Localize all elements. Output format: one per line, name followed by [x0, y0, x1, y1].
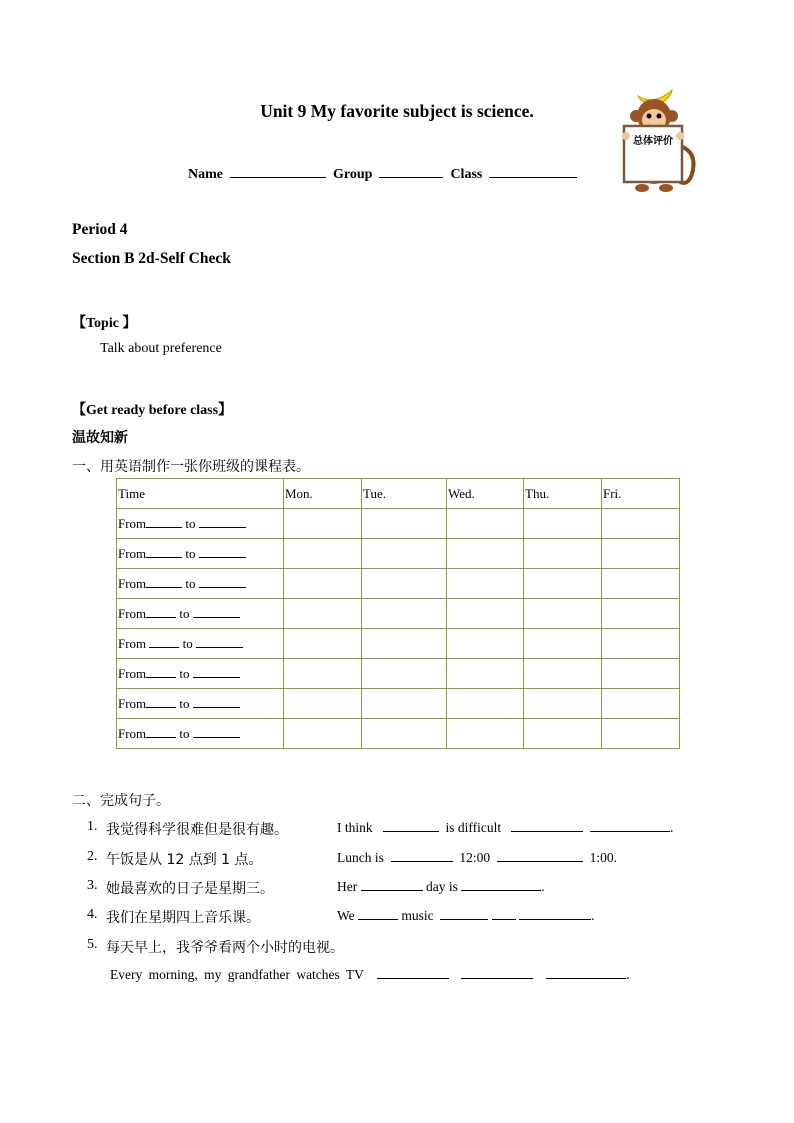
period-heading: Period 4: [72, 221, 128, 238]
q2-blank[interactable]: [391, 850, 453, 862]
q3-blank[interactable]: [361, 879, 423, 891]
slot-cell[interactable]: [447, 569, 524, 599]
slot-cell[interactable]: [284, 539, 362, 569]
header-thu: Thu.: [524, 479, 602, 509]
timetable-header-row: [117, 479, 680, 509]
table-row: [117, 569, 680, 599]
header-time: Time: [117, 479, 284, 509]
slot-cell[interactable]: [284, 599, 362, 629]
table-row: [117, 509, 680, 539]
header-wed: Wed.: [447, 479, 524, 509]
time-cell[interactable]: From to: [117, 569, 284, 599]
q3-blank[interactable]: [461, 879, 541, 891]
badge-text: 总体评价: [633, 136, 673, 147]
task2-heading: 二、完成句子。: [72, 793, 170, 809]
slot-cell[interactable]: [524, 599, 602, 629]
q1-number: 1.: [87, 819, 98, 834]
q5-chinese: 每天早上，我爷爷看两个小时的电视。: [106, 940, 344, 956]
group-label: Group: [333, 167, 373, 182]
table-row: [117, 659, 680, 689]
slot-cell[interactable]: [602, 569, 680, 599]
q1-blank[interactable]: [590, 820, 670, 832]
slot-cell[interactable]: [447, 539, 524, 569]
time-cell[interactable]: From to: [117, 539, 284, 569]
slot-cell[interactable]: [447, 689, 524, 719]
slot-cell[interactable]: [524, 569, 602, 599]
q5-number: 5.: [87, 937, 98, 952]
slot-cell[interactable]: [602, 539, 680, 569]
q1-english: I think is difficult .: [337, 820, 674, 835]
q2-english: Lunch is 12:00 1:00.: [337, 850, 618, 865]
slot-cell[interactable]: [602, 719, 680, 749]
group-blank[interactable]: [379, 164, 443, 178]
task1-instruction: 一、用英语制作一张你班级的课程表。: [72, 459, 310, 475]
slot-cell[interactable]: [362, 599, 447, 629]
slot-cell[interactable]: [447, 599, 524, 629]
q1-blank[interactable]: [383, 820, 439, 832]
slot-cell[interactable]: [602, 629, 680, 659]
header-mon: Mon.: [284, 479, 362, 509]
q4-number: 4.: [87, 907, 98, 922]
q2-number: 2.: [87, 849, 98, 864]
name-blank[interactable]: [230, 164, 326, 178]
slot-cell[interactable]: [524, 629, 602, 659]
slot-cell[interactable]: [602, 689, 680, 719]
slot-cell[interactable]: [362, 509, 447, 539]
slot-cell[interactable]: [284, 689, 362, 719]
slot-cell[interactable]: [602, 599, 680, 629]
review-subheading: 温故知新: [72, 430, 128, 446]
time-cell[interactable]: From to: [117, 599, 284, 629]
page-title: Unit 9 My favorite subject is science.: [260, 101, 534, 121]
slot-cell[interactable]: [284, 509, 362, 539]
slot-cell[interactable]: [447, 719, 524, 749]
slot-cell[interactable]: [362, 629, 447, 659]
q3-number: 3.: [87, 878, 98, 893]
slot-cell[interactable]: [284, 659, 362, 689]
student-info-line: [188, 164, 577, 183]
q1-blank[interactable]: [511, 820, 583, 832]
time-cell[interactable]: From to: [117, 689, 284, 719]
slot-cell[interactable]: [362, 689, 447, 719]
slot-cell[interactable]: [524, 659, 602, 689]
time-cell[interactable]: From to: [117, 659, 284, 689]
time-cell[interactable]: From to: [117, 509, 284, 539]
q3-english: Her day is .: [337, 879, 545, 894]
q5-blank[interactable]: [377, 967, 449, 979]
q4-blank[interactable]: [440, 908, 488, 920]
table-row: [117, 629, 680, 659]
slot-cell[interactable]: [447, 659, 524, 689]
q4-english: We music .: [337, 908, 595, 923]
header-tue: Tue.: [362, 479, 447, 509]
q2-chinese: 午饭是从 12 点到 1 点。: [106, 852, 263, 868]
slot-cell[interactable]: [602, 659, 680, 689]
q5-blank[interactable]: [546, 967, 626, 979]
topic-label: 【Topic 】: [72, 316, 137, 331]
slot-cell[interactable]: [524, 539, 602, 569]
slot-cell[interactable]: [524, 689, 602, 719]
q4-blank[interactable]: [519, 908, 591, 920]
q5-english: Every morning, my grandfather watches TV .: [110, 967, 630, 982]
q4-blank[interactable]: [358, 908, 398, 920]
time-cell[interactable]: From to: [117, 629, 284, 659]
slot-cell[interactable]: [362, 539, 447, 569]
slot-cell[interactable]: [362, 569, 447, 599]
timetable: [116, 478, 680, 749]
slot-cell[interactable]: [362, 659, 447, 689]
slot-cell[interactable]: [524, 509, 602, 539]
class-label: Class: [450, 167, 483, 182]
slot-cell[interactable]: [284, 719, 362, 749]
table-row: [117, 719, 680, 749]
slot-cell[interactable]: [447, 509, 524, 539]
slot-cell[interactable]: [447, 629, 524, 659]
section-heading: Section B 2d-Self Check: [72, 250, 231, 267]
q2-blank[interactable]: [497, 850, 583, 862]
slot-cell[interactable]: [284, 569, 362, 599]
q1-chinese: 我觉得科学很难但是很有趣。: [106, 822, 288, 838]
table-row: [117, 599, 680, 629]
q5-blank[interactable]: [461, 967, 533, 979]
slot-cell[interactable]: [284, 629, 362, 659]
q4-chinese: 我们在星期四上音乐课。: [106, 910, 260, 926]
name-label: Name: [188, 167, 223, 182]
header-fri: Fri.: [602, 479, 680, 509]
ready-label: 【Get ready before class】: [72, 403, 233, 418]
q4-blank[interactable]: [492, 908, 516, 920]
table-row: [117, 539, 680, 569]
slot-cell[interactable]: [524, 719, 602, 749]
slot-cell[interactable]: [602, 509, 680, 539]
monkey-mascot-icon: [614, 82, 698, 194]
slot-cell[interactable]: [362, 719, 447, 749]
q3-chinese: 她最喜欢的日子是星期三。: [106, 881, 274, 897]
topic-text: Talk about preference: [100, 341, 222, 356]
class-blank[interactable]: [489, 164, 577, 178]
time-cell[interactable]: From to: [117, 719, 284, 749]
table-row: [117, 689, 680, 719]
